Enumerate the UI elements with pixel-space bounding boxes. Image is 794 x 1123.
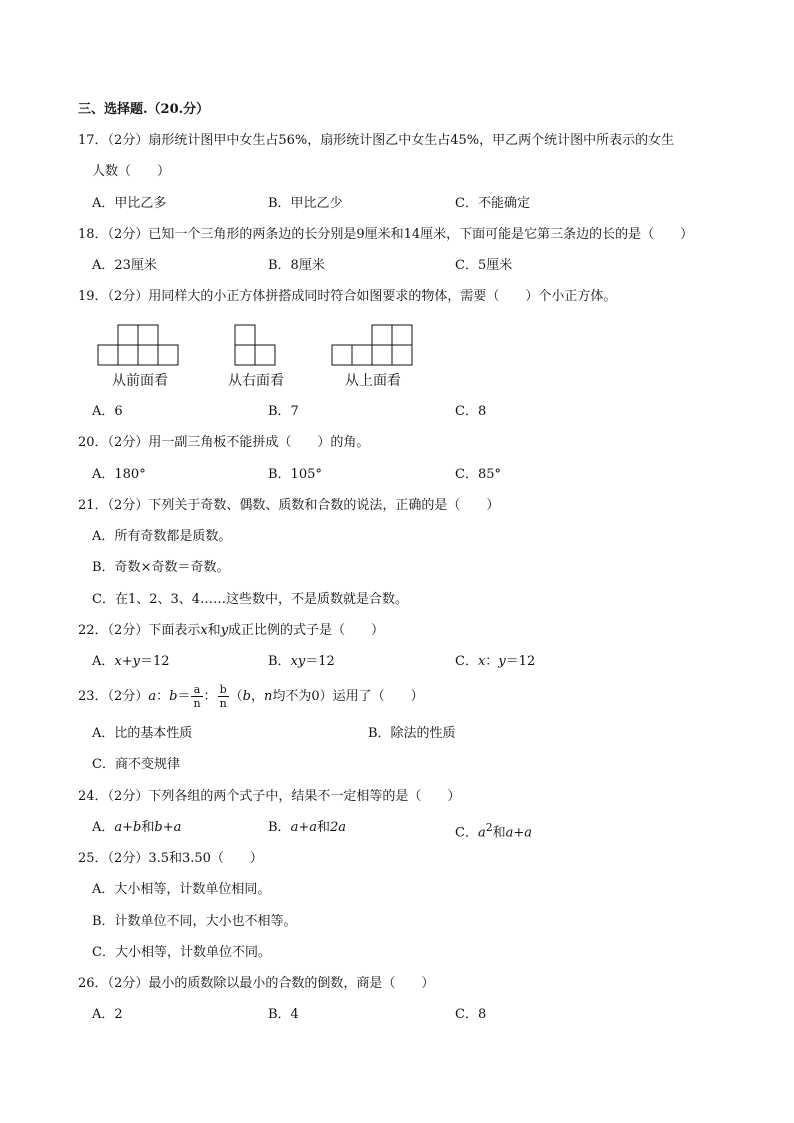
- question-23-option-a[interactable]: A．比的基本性质: [92, 726, 193, 741]
- fraction-denominator: n: [193, 697, 201, 710]
- option-value: ＝12: [305, 654, 335, 669]
- question-23-suffix: 均不为0）运用了（ ）: [272, 689, 424, 704]
- top-view-cell: [332, 345, 352, 365]
- question-21-option-a[interactable]: A．所有奇数都是质数。: [92, 529, 232, 544]
- question-23-colon-2: ：: [203, 689, 217, 704]
- question-24-option-c[interactable]: [455, 819, 532, 842]
- front-view-cell: [118, 345, 138, 365]
- question-23-var-b: b: [169, 689, 178, 704]
- question-24-option-b[interactable]: [268, 819, 346, 837]
- option-label: C．: [455, 654, 478, 669]
- question-22-prefix: 22．（2分）下面表示: [78, 623, 201, 638]
- question-26-text: 26．（2分）最小的质数除以最小的合数的倒数，商是（ ）: [78, 976, 435, 991]
- question-23-comma: ，: [251, 689, 265, 704]
- option-label: A．: [92, 654, 115, 669]
- front-view-cell: [118, 325, 138, 345]
- question-23-option-b[interactable]: B．除法的性质: [368, 726, 456, 741]
- right-view-cell: [235, 345, 255, 365]
- question-17-text: 17．（2分）扇形统计图甲中女生占56%，扇形统计图乙中女生占45%，甲乙两个统计图中所表示的女生: [78, 133, 675, 148]
- question-25-option-a[interactable]: A．大小相等，计数单位相同。: [92, 882, 271, 897]
- option-expression: 2a: [329, 820, 347, 835]
- front-view-figure: [98, 325, 178, 365]
- fraction-a-over-n: [191, 683, 202, 710]
- option-base: a: [477, 825, 486, 841]
- question-25-option-c[interactable]: C．大小相等，计数单位不同。: [92, 945, 271, 960]
- question-23-prefix: 23．（2分）: [78, 689, 149, 704]
- question-20-option-a[interactable]: A．180°: [92, 467, 146, 482]
- question-24-text: 24．（2分）下列各组的两个式子中，结果不一定相等的是（ ）: [78, 789, 461, 804]
- question-25-text: 25．（2分）3.5和3.50（ ）: [78, 851, 263, 866]
- question-21-option-b[interactable]: B．奇数×奇数＝奇数。: [92, 560, 230, 575]
- top-view-cell: [392, 345, 412, 365]
- question-21-text: 21．（2分）下列关于奇数、偶数、质数和合数的说法，正确的是（ ）: [78, 498, 500, 513]
- fraction-numerator: a: [191, 683, 202, 697]
- question-23-colon: ：: [156, 689, 170, 704]
- option-expression: x+y: [114, 654, 140, 669]
- right-view-cell: [255, 345, 275, 365]
- question-23-paren: （: [229, 689, 243, 704]
- question-22-text: [78, 622, 384, 640]
- right-view-cell: [235, 325, 255, 345]
- question-19-text: 19．（2分）用同样大的小正方体拼搭成同时符合如图要求的物体，需要（ ）个小正方体。: [78, 289, 617, 304]
- front-view-cell: [138, 345, 158, 365]
- option-label: B．: [268, 654, 291, 669]
- question-18-option-c[interactable]: C．5厘米: [455, 258, 513, 273]
- top-view-figure: [332, 325, 412, 365]
- question-22-var-x: x: [200, 623, 208, 638]
- right-view-figure: [235, 325, 275, 365]
- question-23-var-b2: b: [242, 689, 251, 704]
- question-17-option-a[interactable]: A．甲比乙多: [92, 196, 167, 211]
- top-view-cell: [372, 325, 392, 345]
- front-view-cell: [138, 325, 158, 345]
- fraction-numerator: b: [218, 683, 229, 697]
- question-22-option-c[interactable]: [455, 653, 535, 671]
- question-18-option-a[interactable]: A．23厘米: [92, 258, 157, 273]
- question-20-text: 20．（2分）用一副三角板不能拼成（ ）的角。: [78, 435, 370, 450]
- option-expression: a+b: [114, 820, 142, 835]
- front-view-caption: 从前面看: [112, 373, 168, 389]
- option-var-x: x: [477, 654, 486, 669]
- top-view-cell: [372, 345, 392, 365]
- question-26-option-a[interactable]: A．2: [92, 1007, 123, 1022]
- option-expression: b+a: [154, 820, 182, 835]
- question-17-text-cont: 人数（ ）: [92, 164, 171, 179]
- section-title: 三、选择题.（20.分）: [78, 102, 210, 117]
- question-23-text: [78, 682, 424, 712]
- option-and: 和: [492, 825, 506, 841]
- option-expression: xy: [290, 654, 306, 669]
- question-22-var-y: y: [220, 623, 229, 638]
- question-26-option-b[interactable]: B．4: [268, 1007, 299, 1022]
- question-17-option-b[interactable]: B．甲比乙少: [268, 196, 343, 211]
- question-19-option-c[interactable]: C．8: [455, 404, 487, 419]
- question-18-text: 18．（2分）已知一个三角形的两条边的长分别是9厘米和14厘米，下面可能是它第三条边的长的是（ ）: [78, 227, 694, 242]
- question-22-option-a[interactable]: [92, 653, 170, 671]
- option-colon: ：: [485, 654, 499, 669]
- option-expression: a+a: [505, 825, 533, 841]
- option-value: ＝12: [505, 654, 536, 669]
- option-label: B．: [268, 820, 291, 835]
- question-26-option-c[interactable]: C．8: [455, 1007, 487, 1022]
- option-label: C．: [455, 825, 478, 841]
- question-22-suffix: 成正比例的式子是（ ）: [228, 623, 385, 638]
- question-19-option-a[interactable]: A．6: [92, 404, 123, 419]
- question-21-option-c[interactable]: C．在1、2、3、4……这些数中，不是质数就是合数。: [92, 592, 409, 607]
- front-view-cell: [98, 345, 118, 365]
- question-23-var-a: a: [148, 689, 157, 704]
- question-17-option-c[interactable]: C．不能确定: [455, 196, 530, 211]
- question-18-option-b[interactable]: B．8厘米: [268, 258, 325, 273]
- top-view-cell: [392, 325, 412, 345]
- question-20-option-b[interactable]: B．105°: [268, 467, 322, 482]
- option-and: 和: [141, 820, 155, 835]
- top-view-caption: 从上面看: [345, 373, 401, 389]
- right-view-caption: 从右面看: [228, 373, 284, 389]
- option-label: A．: [92, 820, 115, 835]
- question-19-option-b[interactable]: B．7: [268, 404, 299, 419]
- question-24-option-a[interactable]: [92, 819, 181, 837]
- option-var-y: y: [498, 654, 506, 669]
- three-view-figure: [95, 322, 425, 368]
- option-value: ＝12: [139, 654, 170, 669]
- front-view-cell: [158, 345, 178, 365]
- question-22-option-b[interactable]: [268, 653, 335, 671]
- option-and: 和: [316, 820, 330, 835]
- question-23-option-c[interactable]: C．商不变规律: [92, 757, 180, 772]
- fraction-denominator: n: [219, 697, 227, 710]
- question-23-var-n: n: [264, 689, 273, 704]
- option-expression: a+a: [290, 820, 317, 835]
- question-20-option-c[interactable]: C．85°: [455, 467, 501, 482]
- question-23-equals: ＝: [177, 689, 191, 704]
- option-exponent: 2: [485, 821, 493, 834]
- question-22-and: 和: [207, 623, 221, 638]
- question-25-option-b[interactable]: B．计数单位不同，大小也不相等。: [92, 914, 297, 929]
- top-view-cell: [352, 345, 372, 365]
- fraction-b-over-n: [218, 683, 229, 710]
